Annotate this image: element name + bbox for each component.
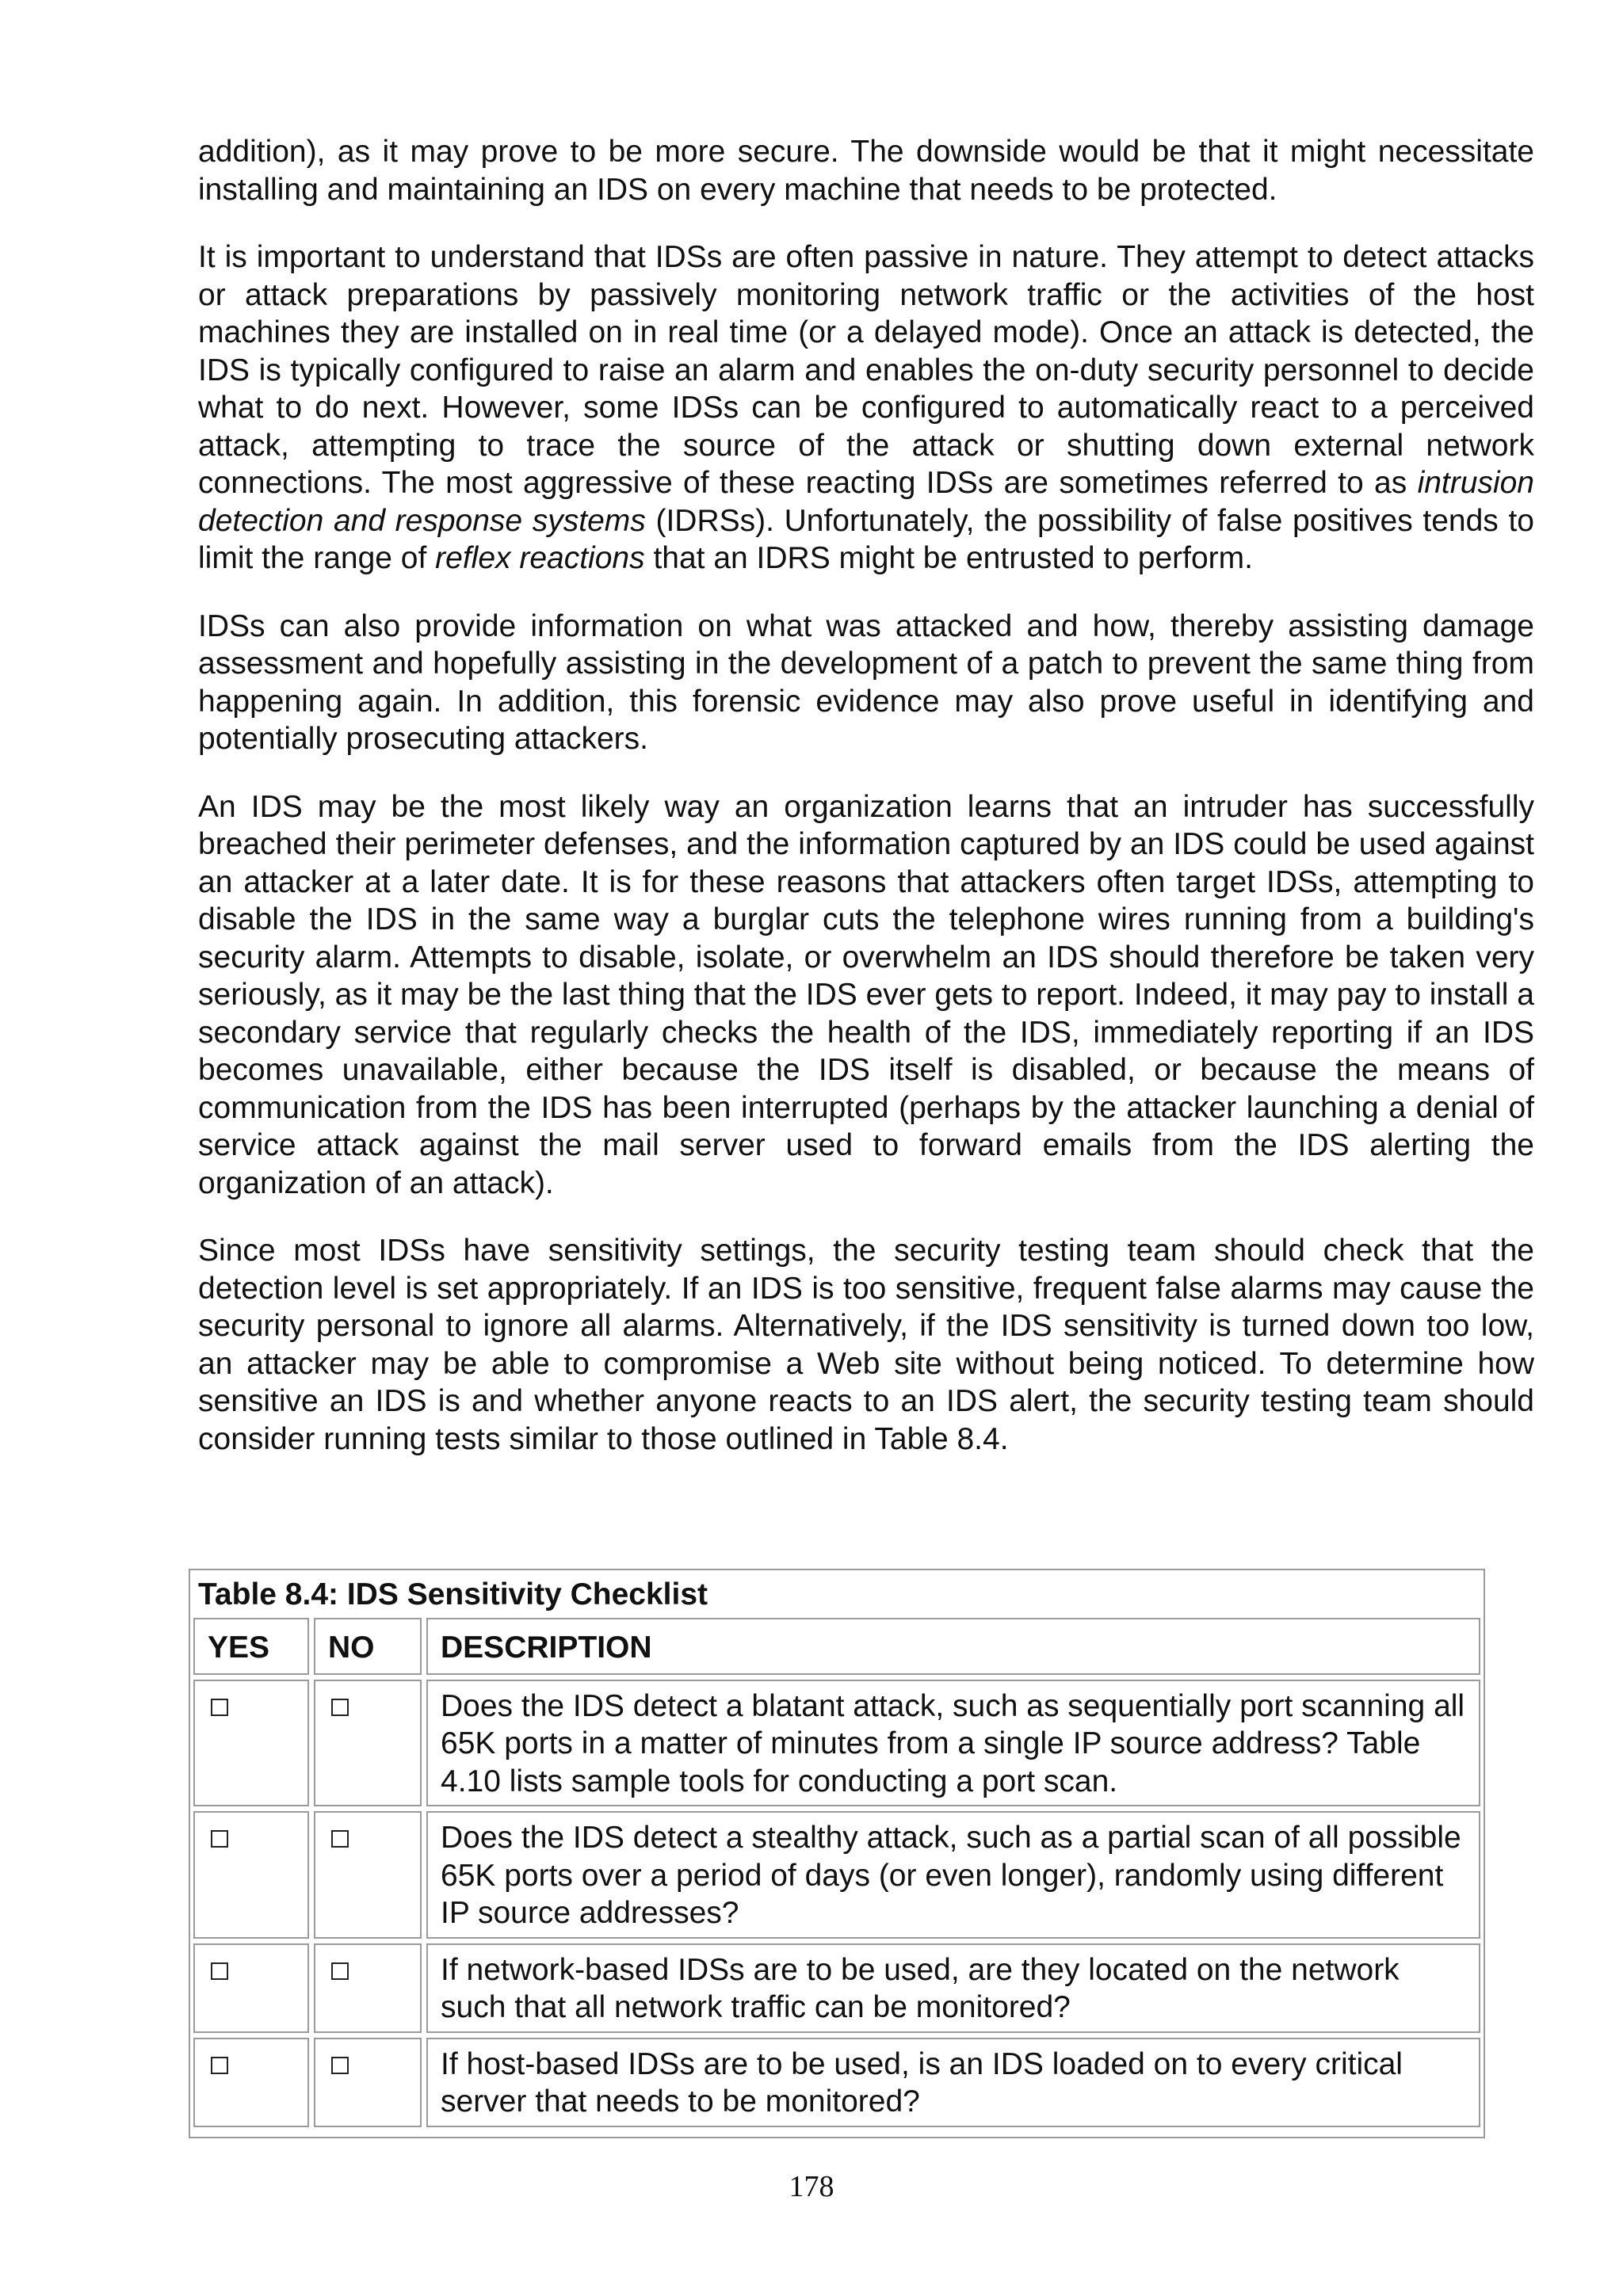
paragraph-2-text-b: (IDRSs). Unfortunately, the possibility of false positives tends to limit the range of [198, 503, 1534, 575]
yes-cell [193, 1811, 309, 1939]
paragraph-5-text: Since most IDSs have sensitivity settings, the security testing team should check that the detection level is set appropriately. If an IDS is too sensitive, frequent false alarms may cause the security personal to ignore all alarms. Alternatively, if the IDS sensitivity is turned down too low, an attacker may be able to compromise a Web site without being noticed. To determine how sensitive an IDS is and whether anyone reacts to an IDS alert, the security testing team should consider running tests similar to those outlined in Table 8.4. [198, 1234, 1534, 1456]
paragraph-5 [198, 1232, 1534, 1458]
paragraph-1 [198, 133, 1534, 208]
paragraph-2-italic-term-idrs: intrusion detection and response systems [198, 466, 1534, 538]
paragraph-2-text-a: It is important to understand that IDSs are often passive in nature. They attempt to detect attacks or attack preparations by passively monitoring network traffic or the activities of the host machines they are installed on in real time (or a delayed mode). Once an attack is detected, the IDS is typically configured to raise an alarm and enables the on-duty security personnel to decide what to do next. However, some IDSs can be configured to automatically react to a perceived attack, attempting to trace the source of the attack or shutting down external network connections. The most aggressive of these reacting IDSs are sometimes referred to as [198, 240, 1534, 500]
yes-checkbox[interactable] [211, 1830, 228, 1848]
yes-cell [193, 2038, 309, 2127]
paragraph-2-text-c: that an IDRS might be entrusted to perform. [644, 541, 1253, 575]
no-cell [314, 1811, 422, 1939]
page-number: 178 [789, 2170, 834, 2203]
paragraph-3 [198, 608, 1534, 758]
yes-cell [193, 1943, 309, 2033]
header-no: NO [314, 1618, 422, 1675]
paragraph-4-text: An IDS may be the most likely way an organization learns that an intruder has successfully breached their perimeter defenses, and the information captured by an IDS could be used against an attacker at a later date. It is for these reasons that attackers often target IDSs, attempting to disable the IDS in the same way a burglar cuts the telephone wires running from a building's security alarm. Attempts to disable, isolate, or overwhelm an IDS should therefore be taken very seriously, as it may be the last thing that the IDS ever gets to report. Indeed, it may pay to install a secondary service that regularly checks the health of the IDS, immediately reporting if an IDS becomes unavailable, either because the IDS itself is disabled, or because the means of communication from the IDS has been interrupted (perhaps by the attacker launching a denial of service attack against the mail server used to forward emails from the IDS alerting the organization of an attack). [198, 789, 1534, 1200]
description-cell: If host-based IDSs are to be used, is an IDS loaded on to every critical server that needs to be monitored? [426, 2038, 1480, 2127]
no-checkbox[interactable] [331, 2057, 349, 2074]
no-cell [314, 1680, 422, 1807]
paragraph-2-italic-term-reflex: reflex reactions [435, 541, 645, 575]
description-cell: Does the IDS detect a blatant attack, such as sequentially port scanning all 65K ports in a matter of minutes from a single IP source address? Table 4.10 lists sample tools for conducting a port scan. [426, 1680, 1480, 1807]
description-cell: If network-based IDSs are to be used, are they located on the network such that all network traffic can be monitored? [426, 1943, 1480, 2033]
table-row [193, 1811, 1480, 1939]
no-cell [314, 1943, 422, 2033]
yes-checkbox[interactable] [211, 2057, 228, 2074]
header-yes: YES [193, 1618, 309, 1675]
page-body [198, 133, 1534, 1488]
paragraph-4 [198, 788, 1534, 1203]
table-row [193, 1943, 1480, 2033]
no-checkbox[interactable] [331, 1699, 349, 1716]
paragraph-3-text: IDSs can also provide information on what was attacked and how, thereby assisting damage assessment and hopefully assisting in the development of a patch to prevent the same thing from happening again. In addition, this forensic evidence may also prove useful in identifying and potentially prosecuting attackers. [198, 608, 1534, 756]
yes-checkbox[interactable] [211, 1962, 228, 1980]
paragraph-1-text: addition), as it may prove to be more secure. The downside would be that it might necessitate installing and maintaining an IDS on every machine that needs to be protected. [198, 135, 1534, 207]
no-checkbox[interactable] [331, 1830, 349, 1848]
header-description: DESCRIPTION [426, 1618, 1480, 1675]
yes-cell [193, 1680, 309, 1807]
yes-checkbox[interactable] [211, 1699, 228, 1716]
description-cell: Does the IDS detect a stealthy attack, such as a partial scan of all possible 65K ports over a period of days (or even longer), randomly using different IP source addresses? [426, 1811, 1480, 1939]
table-row [193, 1680, 1480, 1807]
table-caption: Table 8.4: IDS Sensitivity Checklist [198, 1577, 708, 1611]
table-row [193, 2038, 1480, 2127]
checklist-table [189, 1613, 1485, 2132]
no-cell [314, 2038, 422, 2127]
no-checkbox[interactable] [331, 1962, 349, 1980]
checklist-table-container [189, 1569, 1485, 2138]
table-header-row [193, 1618, 1480, 1675]
paragraph-2 [198, 238, 1534, 578]
